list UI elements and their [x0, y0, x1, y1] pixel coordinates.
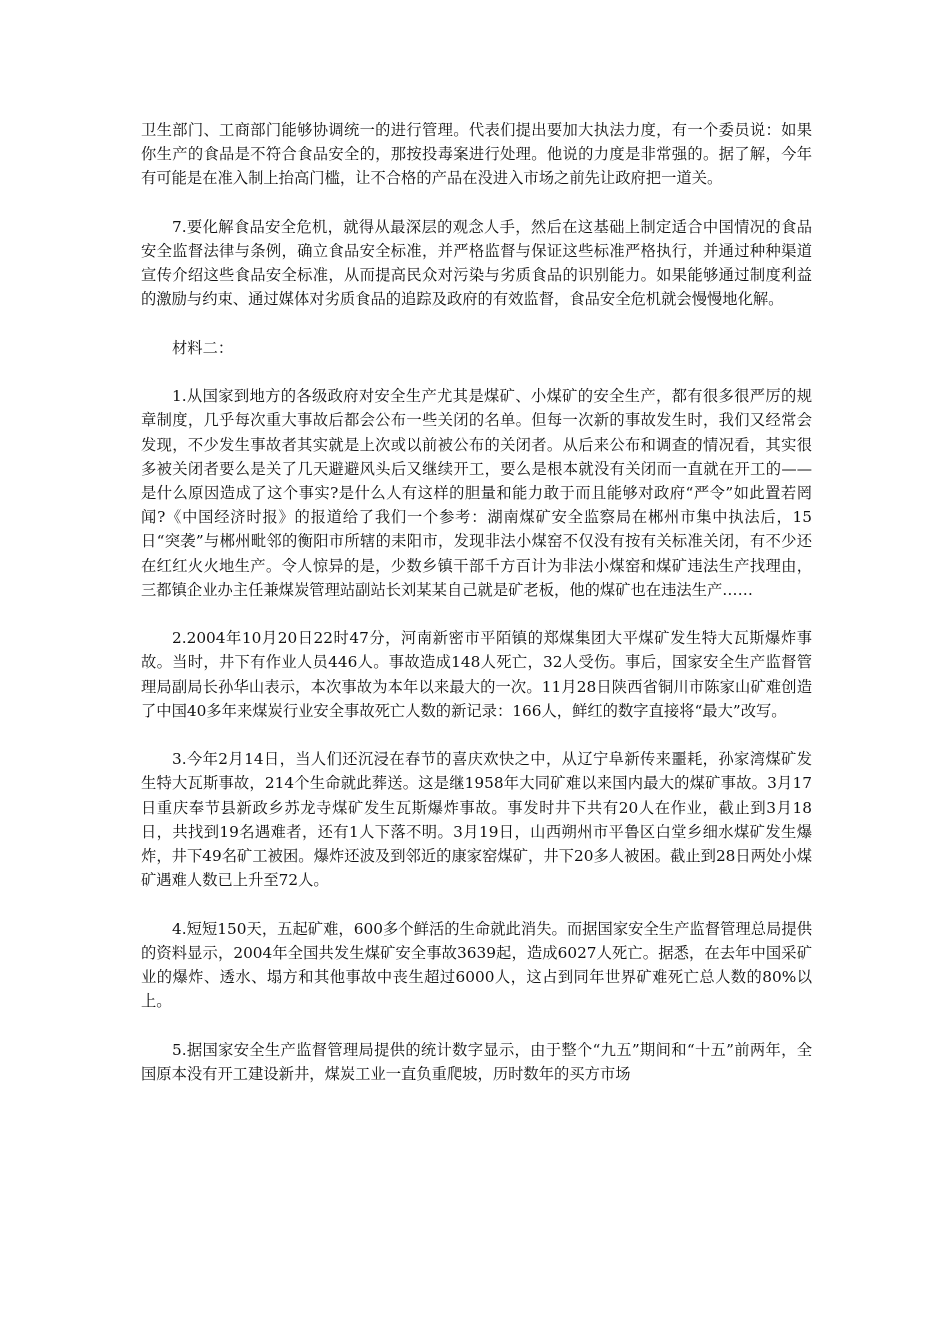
- document-body: [141, 118, 812, 1110]
- paragraph-item-7: 7.要化解食品安全危机，就得从最深层的观念人手，然后在这基础上制定适合中国情况的食品安全监督法律与条例，确立食品安全标准，并严格监督与保证这些标准严格执行，并通过种种渠道宣传介绍这些食品安全标准，从而提高民众对污染与劣质食品的识别能力。如果能够通过制度利益的激励与约束、通过媒体对劣质食品的追踪及政府的有效监督，食品安全危机就会慢慢地化解。: [141, 217, 812, 309]
- paragraph-item-4: 4.短短150天，五起矿难，600多个鲜活的生命就此消失。而据国家安全生产监督管理总局提供的资料显示，2004年全国共发生煤矿安全事故3639起，造成6027人死亡。据悉，在去年中国采矿业的爆炸、透水、塌方和其他事故中丧生超过6000人，这占到同年世界矿难死亡总人数的80%以上。: [141, 919, 812, 1011]
- paragraph-food-safety-management: 卫生部门、工商部门能够协调统一的进行管理。代表们提出要加大执法力度，有一个委员说：如果你生产的食品是不符合食品安全的，那按投毒案进行处理。他说的力度是非常强的。据了解，今年有可能是在准入制上抬高门槛，让不合格的产品在没进入市场之前先让政府把一道关。: [141, 121, 812, 188]
- section-heading-material-two: 材料二：: [172, 338, 234, 357]
- paragraph-item-2: 2.2004年10月20日22时47分，河南新密市平陌镇的郑煤集团大平煤矿发生特大瓦斯爆炸事故。当时，井下有作业人员446人。事故造成148人死亡，32人受伤。事后，国家安全生产监督管理局副局长孙华山表示，本次事故为本年以来最大的一次。11月28日陕西省铜川市陈家山矿难创造了中国40多年来煤炭行业安全事故死亡人数的新记录：166人，鲜红的数字直接将“最大”改写。: [141, 629, 812, 720]
- paragraph-item-1: 1.从国家到地方的各级政府对安全生产尤其是煤矿、小煤矿的安全生产，都有很多很严厉的规章制度，几乎每次重大事故后都会公布一些关闭的名单。但每一次新的事故发生时，我们又经常会发现，不少发生事故者其实就是上次或以前被公布的关闭者。从后来公布和调查的情况看，其实很多被关闭者要么是关了几天避避风头后又继续开工，要么是根本就没有关闭而一直就在开工的——是什么原因造成了这个事实?是什么人有这样的胆量和能力敢于而且能够对政府“严令”如此置若罔闻?《中国经济时报》的报道给了我们一个参考：湖南煤矿安全监察局在郴州市集中执法后，15日“突袭”与郴州毗邻的衡阳市所辖的耒阳市，发现非法小煤窑不仅没有按有关标准关闭，有不少还在红红火火地生产。令人惊异的是，少数乡镇干部千方百计为非法小煤窑和煤矿违法生产找理由，三都镇企业办主任兼煤炭管理站副站长刘某某自己就是矿老板，他的煤矿也在违法生产……: [141, 387, 812, 599]
- paragraph-item-3: 3.今年2月14日，当人们还沉浸在春节的喜庆欢快之中，从辽宁阜新传来噩耗，孙家湾煤矿发生特大瓦斯事故，214个生命就此葬送。这是继1958年大同矿难以来国内最大的煤矿事故。3月17日重庆奉节县新政乡苏龙寺煤矿发生瓦斯爆炸事故。事发时井下共有20人在作业，截止到3月18日，共找到19名遇难者，还有1人下落不明。3月19日，山西朔州市平鲁区白堂乡细水煤矿发生爆炸，井下49名矿工被困。爆炸还波及到邻近的康家窑煤矿，井下20多人被困。截止到28日两处小煤矿遇难人数已上升至72人。: [141, 750, 812, 890]
- paragraph-item-5: 5.据国家安全生产监督管理局提供的统计数字显示，由于整个“九五”期间和“十五”前两年，全国原本没有开工建设新井，煤炭工业一直负重爬坡，历时数年的买方市场: [141, 1040, 812, 1083]
